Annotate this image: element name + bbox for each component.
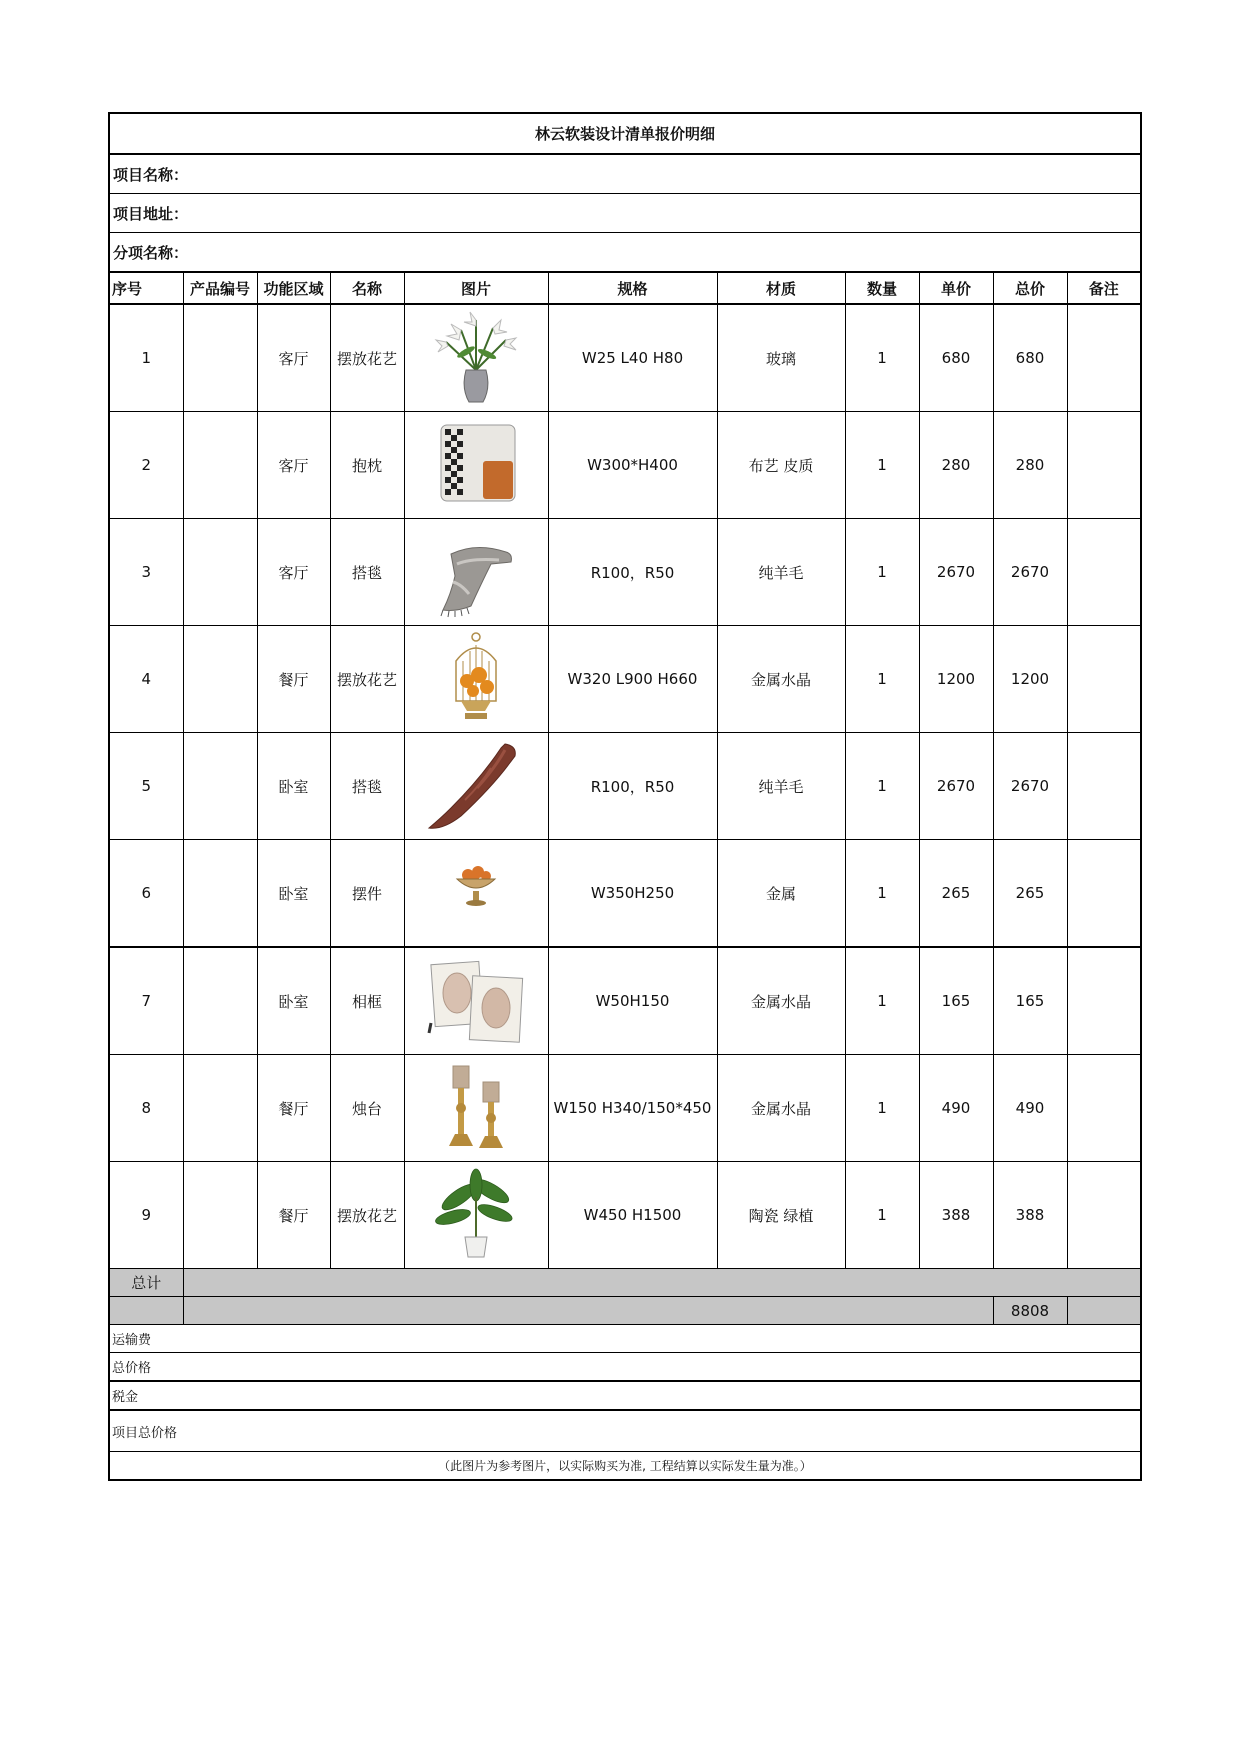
tax-label: 税金 (109, 1381, 1141, 1410)
cell-area: 餐厅 (257, 1162, 330, 1269)
blanket-gray-icon (421, 524, 531, 620)
cell-unit-price: 2670 (919, 733, 993, 840)
header-spec: 规格 (548, 272, 717, 304)
cell-unit-price: 1200 (919, 626, 993, 733)
cell-material: 玻璃 (717, 304, 845, 412)
cell-no: 6 (109, 840, 183, 948)
cell-remark (1067, 626, 1141, 733)
table-row (109, 1055, 1141, 1162)
fruit-bowl-icon (421, 845, 531, 941)
blanket-brown-icon (421, 738, 531, 834)
cell-total: 265 (993, 840, 1067, 948)
cell-total: 280 (993, 412, 1067, 519)
cell-code (183, 840, 257, 948)
cell-name: 摆放花艺 (330, 304, 404, 412)
total-price-label: 总价格 (109, 1353, 1141, 1382)
cell-name: 抱枕 (330, 412, 404, 519)
cell-name: 摆件 (330, 840, 404, 948)
header-code: 产品编号 (183, 272, 257, 304)
sub-item-label: 分项名称： (109, 233, 1141, 273)
total-price-row (109, 1353, 1141, 1382)
cell-material: 布艺 皮质 (717, 412, 845, 519)
table-row (109, 412, 1141, 519)
cell-code (183, 412, 257, 519)
cell-total: 165 (993, 947, 1067, 1055)
cell-image (404, 519, 548, 626)
cell-remark (1067, 1162, 1141, 1269)
cell-code (183, 947, 257, 1055)
cell-code (183, 304, 257, 412)
cell-material: 金属 (717, 840, 845, 948)
cell-spec: R100，R50 (548, 733, 717, 840)
cell-spec: W320 L900 H660 (548, 626, 717, 733)
cell-unit-price: 165 (919, 947, 993, 1055)
cell-image (404, 1162, 548, 1269)
cell-remark (1067, 519, 1141, 626)
cell-total: 490 (993, 1055, 1067, 1162)
cell-qty: 1 (845, 1055, 919, 1162)
cell-code (183, 1162, 257, 1269)
table-row (109, 626, 1141, 733)
table-row (109, 947, 1141, 1055)
total-remark-filler (1067, 1297, 1141, 1325)
cell-name: 摆放花艺 (330, 626, 404, 733)
cell-unit-price: 388 (919, 1162, 993, 1269)
cell-spec: R100，R50 (548, 519, 717, 626)
cell-material: 陶瓷 绿植 (717, 1162, 845, 1269)
cell-spec: W450 H1500 (548, 1162, 717, 1269)
cell-image (404, 840, 548, 948)
sheet-title: 林云软装设计清单报价明细 (109, 113, 1141, 154)
birdcage-flower-icon (421, 631, 531, 727)
cell-area: 餐厅 (257, 626, 330, 733)
cell-no: 4 (109, 626, 183, 733)
cell-no: 2 (109, 412, 183, 519)
cell-image (404, 733, 548, 840)
cell-name: 搭毯 (330, 733, 404, 840)
shipping-label: 运输费 (109, 1325, 1141, 1353)
cell-unit-price: 490 (919, 1055, 993, 1162)
cell-name: 摆放花艺 (330, 1162, 404, 1269)
cell-code (183, 733, 257, 840)
cell-material: 纯羊毛 (717, 519, 845, 626)
table-row (109, 304, 1141, 412)
header-name: 名称 (330, 272, 404, 304)
cell-code (183, 626, 257, 733)
cell-no: 5 (109, 733, 183, 840)
cell-qty: 1 (845, 947, 919, 1055)
cell-qty: 1 (845, 412, 919, 519)
cell-unit-price: 2670 (919, 519, 993, 626)
cell-remark (1067, 947, 1141, 1055)
cell-material: 金属水晶 (717, 626, 845, 733)
cell-no: 7 (109, 947, 183, 1055)
cell-area: 卧室 (257, 947, 330, 1055)
project-name-label: 项目名称： (109, 154, 1141, 194)
cell-image (404, 947, 548, 1055)
table-row (109, 840, 1141, 948)
note-row (109, 1452, 1141, 1481)
cell-unit-price: 265 (919, 840, 993, 948)
cell-area: 卧室 (257, 733, 330, 840)
cell-code (183, 1055, 257, 1162)
cell-qty: 1 (845, 304, 919, 412)
cell-no: 8 (109, 1055, 183, 1162)
quote-table (108, 112, 1142, 1481)
cell-no: 3 (109, 519, 183, 626)
cell-remark (1067, 733, 1141, 840)
cell-unit-price: 280 (919, 412, 993, 519)
header-qty: 数量 (845, 272, 919, 304)
photo-frame-icon (421, 953, 531, 1049)
cell-qty: 1 (845, 840, 919, 948)
total-value: 8808 (993, 1297, 1067, 1325)
total-label-filler (183, 1269, 1141, 1297)
project-total-row (109, 1410, 1141, 1452)
cell-no: 1 (109, 304, 183, 412)
title-row (109, 113, 1141, 154)
cell-qty: 1 (845, 1162, 919, 1269)
cell-qty: 1 (845, 519, 919, 626)
cell-remark (1067, 412, 1141, 519)
cell-spec: W50H150 (548, 947, 717, 1055)
total-label: 总计 (109, 1269, 183, 1297)
cell-total: 388 (993, 1162, 1067, 1269)
cell-name: 烛台 (330, 1055, 404, 1162)
cell-unit-price: 680 (919, 304, 993, 412)
project-address-row (109, 194, 1141, 233)
cell-total: 2670 (993, 519, 1067, 626)
cell-remark (1067, 840, 1141, 948)
cell-total: 1200 (993, 626, 1067, 733)
cell-spec: W150 H340/150*450 (548, 1055, 717, 1162)
header-unit-price: 单价 (919, 272, 993, 304)
cell-area: 客厅 (257, 304, 330, 412)
cell-area: 餐厅 (257, 1055, 330, 1162)
project-total-label: 项目总价格 (109, 1410, 1141, 1452)
total-value-filler (183, 1297, 993, 1325)
cell-spec: W350H250 (548, 840, 717, 948)
table-row (109, 1162, 1141, 1269)
shipping-row (109, 1325, 1141, 1353)
total-value-spacer (109, 1297, 183, 1325)
reference-note: （此图片为参考图片，以实际购买为准, 工程结算以实际发生量为准。） (109, 1452, 1141, 1481)
cell-image (404, 1055, 548, 1162)
cell-material: 金属水晶 (717, 1055, 845, 1162)
cell-remark (1067, 304, 1141, 412)
header-no: 序号 (109, 272, 183, 304)
project-name-row (109, 154, 1141, 194)
cell-remark (1067, 1055, 1141, 1162)
table-row (109, 519, 1141, 626)
header-area: 功能区域 (257, 272, 330, 304)
cell-no: 9 (109, 1162, 183, 1269)
cell-material: 纯羊毛 (717, 733, 845, 840)
cell-area: 卧室 (257, 840, 330, 948)
cell-spec: W300*H400 (548, 412, 717, 519)
table-row (109, 733, 1141, 840)
cell-image (404, 304, 548, 412)
header-total: 总价 (993, 272, 1067, 304)
cell-material: 金属水晶 (717, 947, 845, 1055)
cell-total: 2670 (993, 733, 1067, 840)
cell-name: 搭毯 (330, 519, 404, 626)
cell-code (183, 519, 257, 626)
cell-total: 680 (993, 304, 1067, 412)
quote-sheet (108, 112, 1140, 1481)
cell-qty: 1 (845, 733, 919, 840)
pillow-icon (421, 417, 531, 513)
candle-holder-icon (421, 1060, 531, 1156)
sub-item-row (109, 233, 1141, 273)
total-value-row (109, 1297, 1141, 1325)
cell-image (404, 412, 548, 519)
header-image: 图片 (404, 272, 548, 304)
project-address-label: 项目地址： (109, 194, 1141, 233)
tax-row (109, 1381, 1141, 1410)
cell-spec: W25 L40 H80 (548, 304, 717, 412)
potted-plant-icon (421, 1167, 531, 1263)
cell-area: 客厅 (257, 519, 330, 626)
cell-area: 客厅 (257, 412, 330, 519)
total-label-row (109, 1269, 1141, 1297)
header-row (109, 272, 1141, 304)
cell-name: 相框 (330, 947, 404, 1055)
header-material: 材质 (717, 272, 845, 304)
cell-qty: 1 (845, 626, 919, 733)
lily-vase-icon (421, 310, 531, 406)
header-remark: 备注 (1067, 272, 1141, 304)
cell-image (404, 626, 548, 733)
